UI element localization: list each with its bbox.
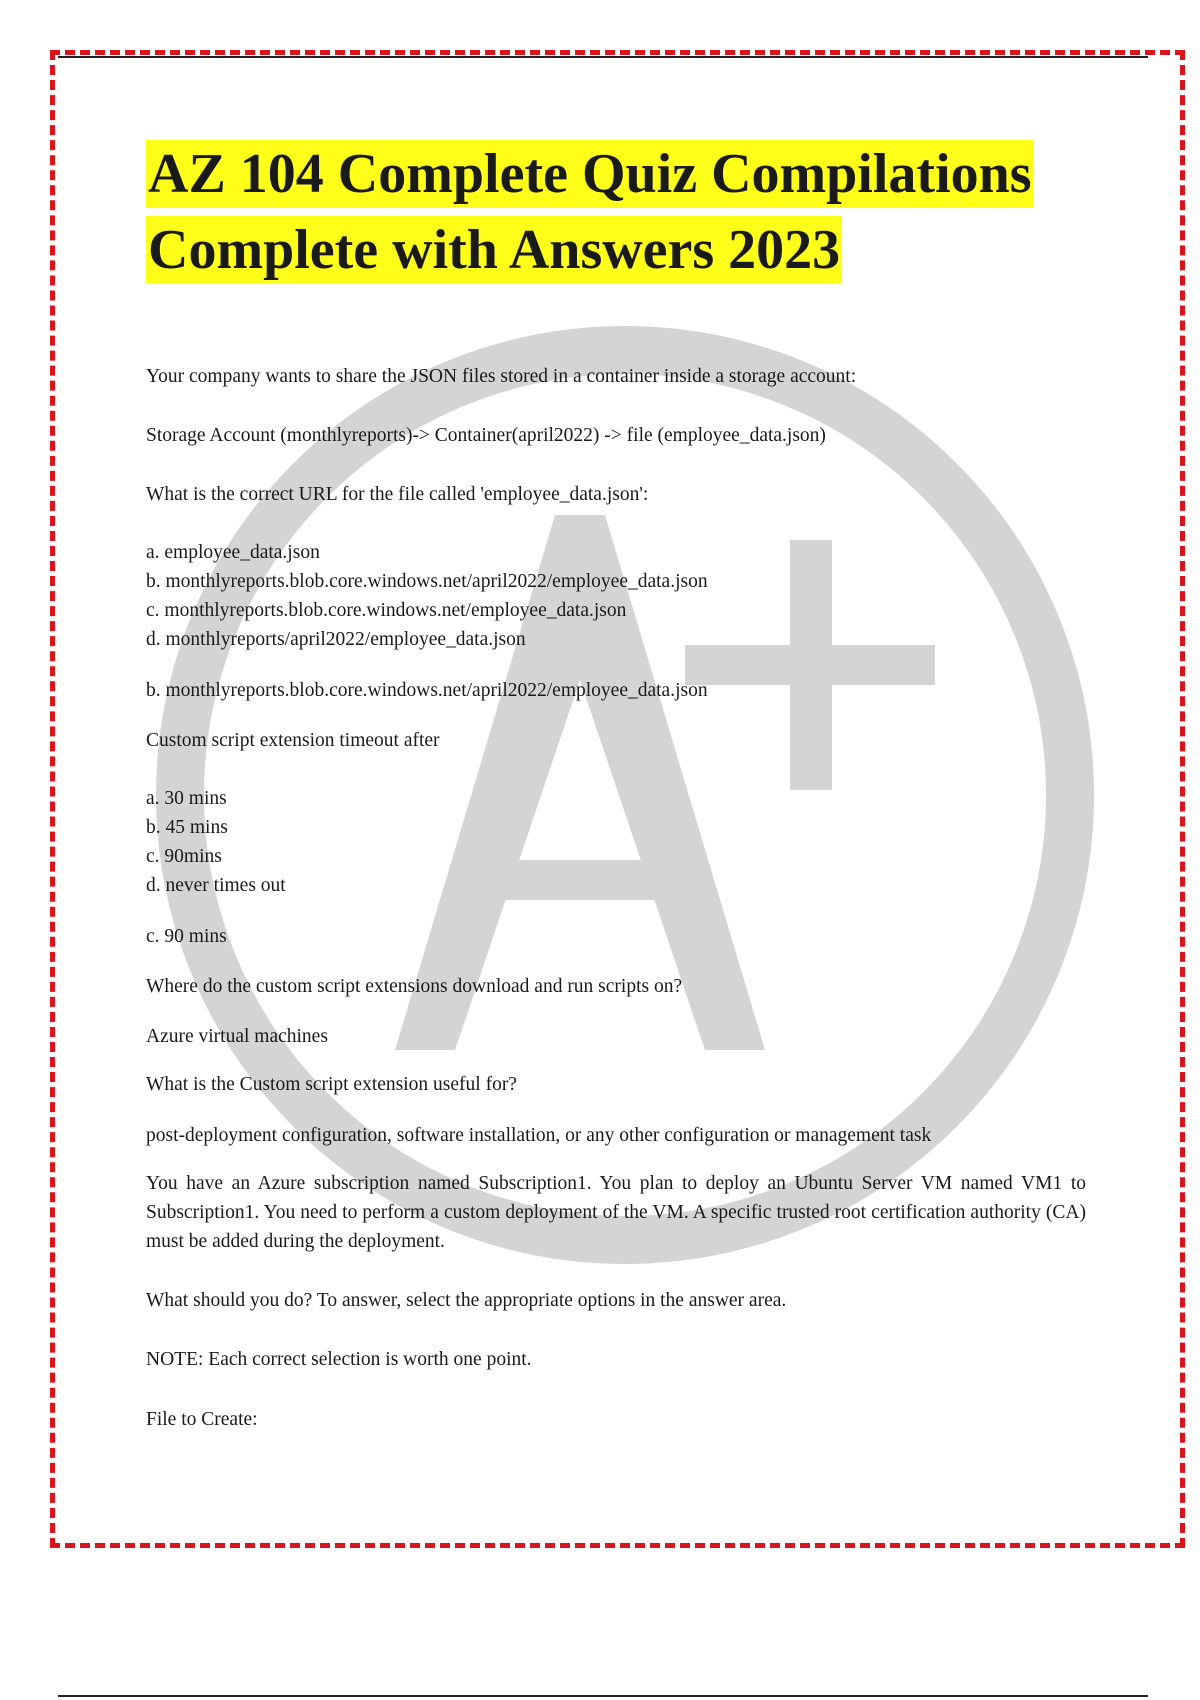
q1-question: What is the correct URL for the file called 'employee_data.json':	[146, 484, 649, 505]
q1-option-c: c. monthlyreports.blob.core.windows.net/employee_data.json	[146, 600, 627, 621]
document-title	[146, 140, 1086, 292]
q1-option-b: b. monthlyreports.blob.core.windows.net/april2022/employee_data.json	[146, 571, 708, 592]
q5-scenario: You have an Azure subscription named Subscription1. You plan to deploy an Ubuntu Server VM named VM1 to Subscription1. You need to perform a custom deployment of the VM. A specific trusted root certification authority (CA) must be added during the deployment.	[146, 1173, 1086, 1252]
q2-question: Custom script extension timeout after	[146, 730, 440, 751]
q1-option-a: a. employee_data.json	[146, 542, 320, 563]
q4-question: What is the Custom script extension useful for?	[146, 1074, 517, 1095]
q2-options	[146, 784, 1086, 900]
q3-answer: Azure virtual machines	[146, 1026, 328, 1047]
title-line-2: Complete with Answers 2023	[146, 216, 842, 284]
q2-answer: c. 90 mins	[146, 926, 227, 947]
q1-path: Storage Account (monthlyreports)-> Container(april2022) -> file (employee_data.json)	[146, 425, 826, 446]
bottom-rule	[58, 1695, 1148, 1697]
q1-options	[146, 538, 1086, 654]
q2-option-a: a. 30 mins	[146, 788, 227, 809]
q2-option-c: c. 90mins	[146, 846, 222, 867]
q2-option-b: b. 45 mins	[146, 817, 228, 838]
q1-intro: Your company wants to share the JSON files stored in a container inside a storage account:	[146, 366, 857, 387]
q5-question: What should you do? To answer, select the appropriate options in the answer area.	[146, 1290, 787, 1311]
q5-file-label: File to Create:	[146, 1409, 258, 1430]
title-line-1: AZ 104 Complete Quiz Compilations	[146, 140, 1034, 208]
q5-note: NOTE: Each correct selection is worth one point.	[146, 1349, 532, 1370]
q1-option-d: d. monthlyreports/april2022/employee_data.json	[146, 629, 526, 650]
q3-question: Where do the custom script extensions download and run scripts on?	[146, 976, 683, 997]
q1-answer: b. monthlyreports.blob.core.windows.net/april2022/employee_data.json	[146, 680, 708, 701]
q2-option-d: d. never times out	[146, 875, 286, 896]
q4-answer: post-deployment configuration, software installation, or any other configuration or management task	[146, 1125, 932, 1146]
